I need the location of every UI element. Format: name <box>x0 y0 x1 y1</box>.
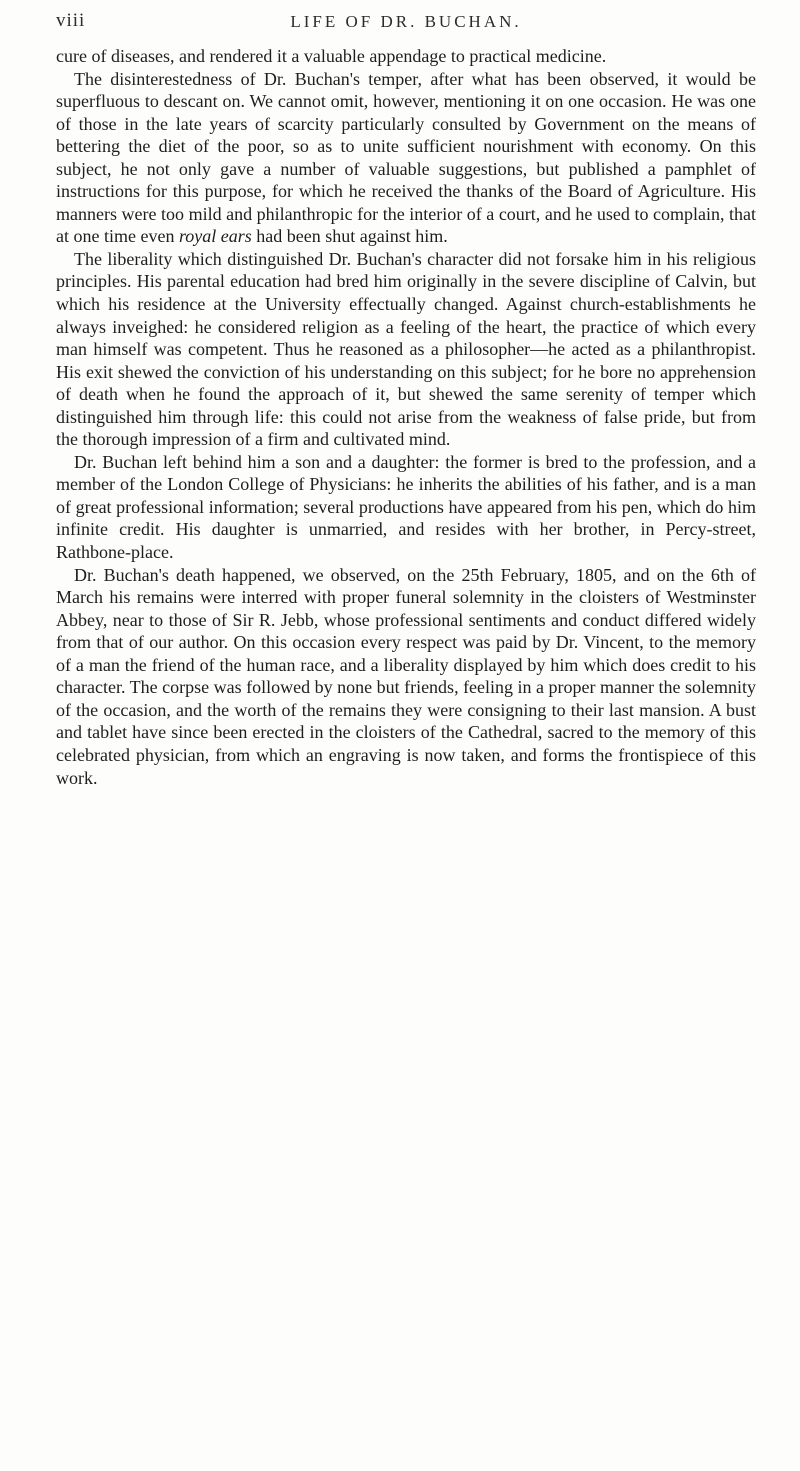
paragraph <box>56 45 756 68</box>
page-header <box>56 10 756 34</box>
paragraph <box>56 68 756 248</box>
text-run: The liberality which distinguished Dr. Buchan's character did not forsake him in his religious principles. His parental education had bred him originally in the severe discipline of Calvin, but which his residence at the University effectually changed. Against church-establishments he always inveighed: he considered religion as a feeling of the heart, the practice of which every man himself was competent. Thus he reasoned as a philosopher—he acted as a philanthropist. His exit shewed the conviction of his understanding on this subject; for he bore no apprehension of death when he found the approach of it, but shewed the same serenity of temper which distinguished him through life: this could not arise from the weakness of false pride, but from the thorough impression of a firm and cultivated mind. <box>56 248 756 450</box>
paragraph <box>56 451 756 564</box>
running-head: LIFE OF DR. BUCHAN. <box>290 12 522 31</box>
paragraph <box>56 248 756 451</box>
italic-phrase: royal ears <box>178 226 252 247</box>
paragraph <box>56 564 756 789</box>
body-text <box>56 45 756 789</box>
text-run: had been shut against him. <box>251 226 448 247</box>
page-number: viii <box>56 10 86 31</box>
text-run: cure of diseases, and rendered it a valuable appendage to practical medicine. <box>56 46 607 66</box>
text-run: Dr. Buchan's death happened, we observed, on the 25th February, 1805, and on the 6th of March his remains were interred with proper funeral solemnity in the cloisters of Westminster Abbey, near to those of Sir R. Jebb, whose professional sentiments and conduct differed widely from that of our author. On this occasion every respect was paid by Dr. Vincent, to the memory of a man the friend of the human race, and a liberality displayed by him which does credit to his character. The corpse was followed by none but friends, feeling in a proper manner the solemnity of the occasion, and the worth of the remains they were consigning to their last mansion. A bust and tablet have since been erected in the cloisters of the Cathedral, sacred to the memory of this celebrated physician, from which an engraving is now taken, and forms the frontispiece of this work. <box>56 564 756 788</box>
text-run: The disinterestedness of Dr. Buchan's temper, after what has been observed, it would be superfluous to descant on. We cannot omit, however, mentioning it on one occasion. He was one of those in the late years of scarcity particularly consulted by Government on the means of bettering the diet of the poor, so as to unite sufficient nourishment with economy. On this subject, he not only gave a number of valuable suggestions, but published a pamphlet of instructions for this purpose, for which he received the thanks of the Board of Agriculture. His manners were too mild and philanthropic for the interior of a court, and he used to complain, that at one time even <box>56 68 756 247</box>
text-run: Dr. Buchan left behind him a son and a daughter: the former is bred to the profession, and a member of the London College of Physicians: he inherits the abilities of his father, and is a man of great professional information; several productions have appeared from his pen, which do him infinite credit. His daughter is unmarried, and resides with her brother, in Percy-street, Rathbone-place. <box>56 451 756 563</box>
